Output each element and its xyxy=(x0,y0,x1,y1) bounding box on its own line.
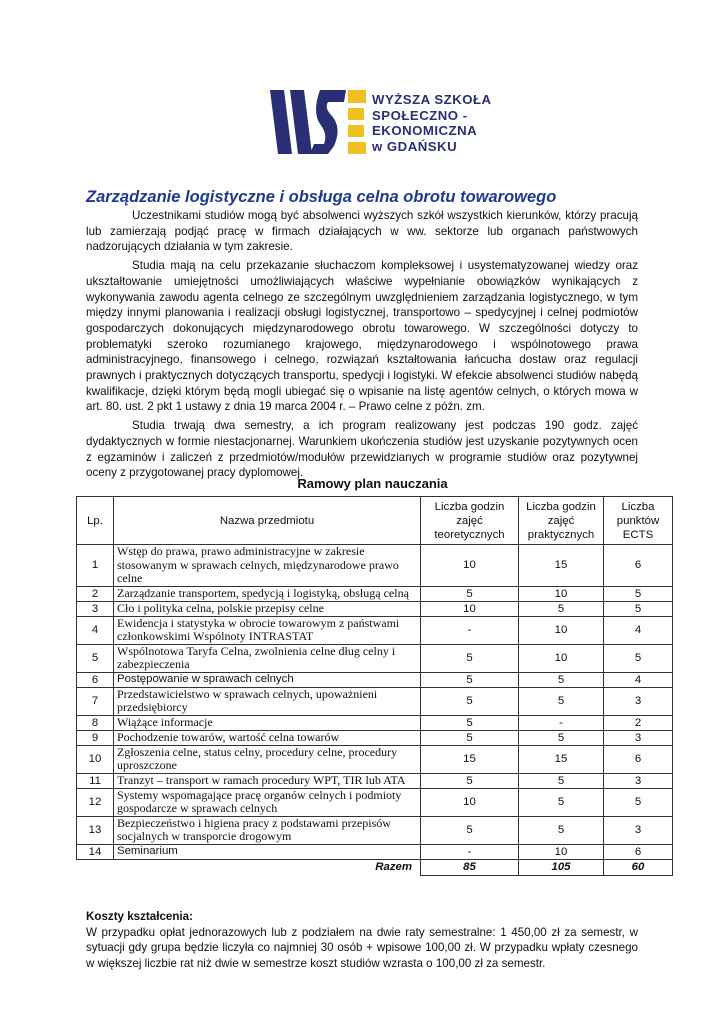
table-row xyxy=(77,788,673,816)
cell-theory: 10 xyxy=(421,601,519,616)
cell-lp: 2 xyxy=(77,586,114,601)
cell-subject: Ewidencja i statystyka w obrocie towarowym z państwami członkowskimi Wspólnoty INTRASTAT xyxy=(114,616,421,644)
cell-lp: 7 xyxy=(77,687,114,715)
cell-subject: Postępowanie w sprawach celnych xyxy=(114,672,421,687)
cell-lp: 12 xyxy=(77,788,114,816)
cell-subject: Bezpieczeństwo i higiena pracy z podstawami przepisów socjalnych w transporcie drogowym xyxy=(114,816,421,844)
logo-line: EKONOMICZNA xyxy=(372,123,478,138)
cell-ects: 6 xyxy=(604,844,673,859)
costs-text: W przypadku opłat jednorazowych lub z podziałem na dwie raty semestralne: 1 450,00 zł za semestr, w sytuacji gdy grupa będzie liczyła co najmniej 30 osób + wpisowe 100,00 zł. W przypadku wpłaty czesnego w większej liczbie rat niż dwie w semestrze koszt studiów wzrasta o 100,00 zł za semestr. xyxy=(86,925,638,971)
cell-ects: 6 xyxy=(604,545,673,587)
cell-lp: 5 xyxy=(77,644,114,672)
cell-lp: 6 xyxy=(77,672,114,687)
total-label: Razem xyxy=(375,861,412,874)
col-header-theory: Liczba godzin zajęć teoretycznych xyxy=(421,497,519,545)
table-row xyxy=(77,844,673,859)
paragraph: Studia mają na celu przekazanie słuchaczom kompleksowej i usystematyzowanej wiedzy oraz ukształtowanie umiejętności umożliwiających właściwe wypełnianie obowiązków wynikających z wykonywania zawodu agenta celnego ze szczególnym uwzględnieniem zarządzania logistycznego, w tym między innymi planowania i realizacji obsługi logistycznej, transportowo – spedycyjnej i celnej podmiotów gospodarczych dokonujących międzynarodowego obrotu towarowego. W szczególności dotyczy to problematyki szeroko rozumianego krajowego, międzynarodowego i wspólnotowego prawa administracyjnego, finansowego i celnego, rozwiązań kształtowania łańcucha dostaw oraz regulacji prawnych i praktycznych dotyczących transportu, spedycji i logistyki. W efekcie absolwenci studiów nabędą kwalifikacje, dzięki którym będą mogli ubiegać się o wpisanie na listę agentów celnych, o których mowa w art. 80. ust. 2 pkt 1 ustawy z dnia 19 marca 2004 r. – Prawo celne z późn. zm. xyxy=(86,259,638,414)
cell-lp: 4 xyxy=(77,616,114,644)
logo-line: w GDAŃSKU xyxy=(372,138,458,154)
cell-theory: 5 xyxy=(421,644,519,672)
cell-practice: 10 xyxy=(519,616,604,644)
table-row xyxy=(77,816,673,844)
table-row xyxy=(77,616,673,644)
cell-practice: - xyxy=(519,715,604,730)
curriculum-table xyxy=(76,496,673,876)
description xyxy=(86,208,638,481)
cell-subject: Zarządzanie transportem, spedycją i logistyką, obsługą celną xyxy=(114,586,421,601)
cell-lp: 13 xyxy=(77,816,114,844)
table-row xyxy=(77,644,673,672)
logo-line: WYŻSZA SZKOŁA xyxy=(372,92,492,107)
total-ects: 60 xyxy=(604,859,673,875)
cell-practice: 15 xyxy=(519,545,604,587)
cell-ects: 4 xyxy=(604,616,673,644)
cell-theory: 15 xyxy=(421,745,519,773)
col-header-lp: Lp. xyxy=(77,497,114,545)
cell-practice: 5 xyxy=(519,601,604,616)
cell-theory: 10 xyxy=(421,788,519,816)
cell-theory: 10 xyxy=(421,545,519,587)
cell-ects: 5 xyxy=(604,601,673,616)
cell-subject: Wiążące informacje xyxy=(114,715,421,730)
table-row xyxy=(77,687,673,715)
cell-subject: Zgłoszenia celne, status celny, procedury celne, procedury uproszczone xyxy=(114,745,421,773)
cell-subject: Cło i polityka celna, polskie przepisy celne xyxy=(114,601,421,616)
document-title: Zarządzanie logistyczne i obsługa celna obrotu towarowego xyxy=(86,188,557,206)
cell-practice: 5 xyxy=(519,816,604,844)
cell-theory: - xyxy=(421,616,519,644)
cell-lp: 3 xyxy=(77,601,114,616)
cell-practice: 10 xyxy=(519,644,604,672)
cell-subject: Systemy wspomagające pracę organów celnych i podmioty gospodarcze w sprawach celnych xyxy=(114,788,421,816)
cell-ects: 3 xyxy=(604,773,673,788)
cell-theory: 5 xyxy=(421,687,519,715)
cell-practice: 10 xyxy=(519,844,604,859)
col-header-subject: Nazwa przedmiotu xyxy=(114,497,421,545)
cell-subject: Tranzyt – transport w ramach procedury WPT, TIR lub ATA xyxy=(114,773,421,788)
cell-lp: 11 xyxy=(77,773,114,788)
cell-theory: 5 xyxy=(421,672,519,687)
table-row xyxy=(77,730,673,745)
cell-practice: 5 xyxy=(519,730,604,745)
table-header-row xyxy=(77,497,673,545)
cell-lp: 14 xyxy=(77,844,114,859)
cell-ects: 5 xyxy=(604,644,673,672)
total-practice: 105 xyxy=(519,859,604,875)
cell-subject: Pochodzenie towarów, wartość celna towarów xyxy=(114,730,421,745)
school-logo xyxy=(268,86,508,158)
cell-practice: 5 xyxy=(519,687,604,715)
cell-lp: 10 xyxy=(77,745,114,773)
costs-section xyxy=(86,909,638,972)
cell-subject: Wspólnotowa Taryfa Celna, zwolnienia celne dług celny i zabezpieczenia xyxy=(114,644,421,672)
logo-emblem-icon xyxy=(268,86,368,158)
cell-theory: 5 xyxy=(421,586,519,601)
cell-lp: 8 xyxy=(77,715,114,730)
cell-subject: Przedstawicielstwo w sprawach celnych, upoważnieni przedsiębiorcy xyxy=(114,687,421,715)
cell-ects: 6 xyxy=(604,745,673,773)
cell-practice: 5 xyxy=(519,788,604,816)
table-row xyxy=(77,545,673,587)
cell-ects: 5 xyxy=(604,586,673,601)
costs-heading: Koszty kształcenia: xyxy=(86,910,193,923)
cell-theory: 5 xyxy=(421,715,519,730)
cell-theory: 5 xyxy=(421,816,519,844)
cell-lp: 1 xyxy=(77,545,114,587)
blank-cell xyxy=(77,859,114,875)
table-row xyxy=(77,773,673,788)
cell-lp: 9 xyxy=(77,730,114,745)
paragraph: Uczestnikami studiów mogą być absolwenci wyższych szkół wszystkich kierunków, którzy pracują lub zamierzają podjąć pracę w firmach działających w ww. sektorze lub organach państwowych nadzorujących działania w tym zakresie. xyxy=(86,209,638,254)
cell-ects: 3 xyxy=(604,730,673,745)
cell-ects: 4 xyxy=(604,672,673,687)
col-header-practice: Liczba godzin zajęć praktycznych xyxy=(519,497,604,545)
cell-ects: 5 xyxy=(604,788,673,816)
col-header-ects: Liczba punktów ECTS xyxy=(604,497,673,545)
table-row xyxy=(77,586,673,601)
cell-theory: 5 xyxy=(421,730,519,745)
cell-practice: 10 xyxy=(519,586,604,601)
paragraph: Studia trwają dwa semestry, a ich program realizowany jest podczas 190 godz. zajęć dydaktycznych w formie niestacjonarnej. Warunkiem ukończenia studiów jest uzyskanie pozytywnych ocen z egzaminów i zaliczeń z przedmiotów/modułów przewidzianych w programie studiów oraz pozytywnej oceny z przygotowanej pracy dyplomowej. xyxy=(86,419,638,480)
cell-subject: Wstęp do prawa, prawo administracyjne w zakresie stosowanym w sprawach celnych, międzynarodowe prawo celne xyxy=(114,545,421,587)
cell-ects: 3 xyxy=(604,687,673,715)
cell-practice: 5 xyxy=(519,672,604,687)
table-row xyxy=(77,745,673,773)
table-row xyxy=(77,715,673,730)
cell-theory: - xyxy=(421,844,519,859)
plan-title: Ramowy plan nauczania xyxy=(297,476,448,491)
table-row xyxy=(77,672,673,687)
total-theory: 85 xyxy=(421,859,519,875)
cell-ects: 2 xyxy=(604,715,673,730)
cell-theory: 5 xyxy=(421,773,519,788)
cell-ects: 3 xyxy=(604,816,673,844)
total-row xyxy=(77,859,673,875)
cell-subject: Seminarium xyxy=(114,844,421,859)
logo-line: SPOŁECZNO - xyxy=(372,107,468,123)
cell-practice: 5 xyxy=(519,773,604,788)
table-row xyxy=(77,601,673,616)
cell-practice: 15 xyxy=(519,745,604,773)
